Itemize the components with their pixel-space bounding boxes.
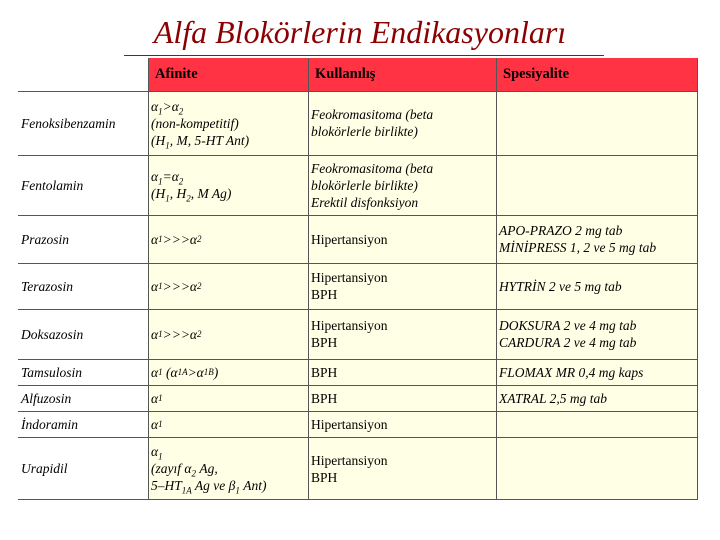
col-divider — [308, 58, 309, 500]
table-row-fentolamin-drug: Fentolamin — [21, 177, 84, 193]
title-rule — [124, 55, 604, 56]
use-line: BPH — [311, 469, 338, 485]
table-row-fenoksibenzamin-drug: Fenoksibenzamin — [21, 115, 116, 131]
affinity-note: ($H_1$, $H_2$, M Ag) — [151, 186, 232, 204]
table-row-indoramin-drug: İndoramin — [21, 416, 78, 432]
table-row-doksazosin-drug: Doksazosin — [21, 326, 84, 342]
affinity-note: (non-kompetitif) — [151, 115, 239, 131]
table-row-terazosin-kullanilis — [308, 263, 496, 309]
row-divider — [18, 359, 698, 360]
row-divider — [18, 155, 698, 156]
row-divider — [18, 385, 698, 386]
table-row-indoramin-afinite: α 1 — [151, 416, 163, 432]
use-line: BPH — [311, 335, 338, 350]
table-row-urapidil-drug: Urapidil — [21, 461, 68, 476]
col-divider — [496, 58, 497, 500]
table-row-doksazosin-kullanilis — [308, 309, 496, 359]
header-spesiyalite: Spesiyalite — [496, 58, 698, 91]
row-divider — [18, 411, 698, 412]
use-line: blokörlerle birlikte) — [311, 124, 418, 139]
spec-line: CARDURA 2 ve 4 mg tab — [499, 335, 637, 350]
row-divider — [18, 215, 698, 216]
header-kullanilis: Kullanılış — [308, 58, 496, 91]
use-line: blokörlerle birlikte) — [311, 177, 418, 193]
affinity-note-2: ($H_1$, M, 5-HT Ant) — [151, 132, 250, 151]
table-row-tamsulosin-spesiyalite: FLOMAX MR 0,4 mg kaps — [499, 364, 644, 380]
col-divider — [697, 58, 698, 500]
table-row-indoramin-kullanilis: Hipertansiyon — [311, 416, 388, 432]
table-row-urapidil-afinite — [148, 437, 308, 500]
table-row-prazosin-kullanilis: Hipertansiyon — [311, 231, 388, 247]
table-row-fentolamin-afinite — [148, 155, 308, 215]
use-line: Hipertansiyon — [311, 318, 388, 333]
table-row-tamsulosin-kullanilis: BPH — [311, 364, 338, 380]
table-row-fenoksibenzamin-afinite — [148, 91, 308, 155]
row-divider — [18, 91, 698, 92]
use-line: BPH — [311, 287, 338, 302]
table-row-terazosin-afinite: α 1 >>>α 2 — [151, 278, 202, 294]
indications-table — [18, 58, 698, 500]
spec-line: APO-PRAZO 2 mg tab — [499, 223, 623, 238]
col-divider — [148, 58, 149, 500]
table-row-prazosin-spesiyalite — [496, 215, 698, 263]
use-line: Hipertansiyon — [311, 270, 388, 285]
table-row-prazosin-afinite: α 1 >>>α 2 — [151, 231, 202, 247]
table-row-tamsulosin-drug: Tamsulosin — [21, 364, 83, 380]
use-line: Feokromasitoma (beta — [311, 160, 434, 176]
table-row-alfuzosin-afinite: α 1 — [151, 390, 163, 406]
use-line: Feokromasitoma (beta — [311, 107, 434, 122]
use-line: Erektil disfonksiyon — [311, 194, 419, 210]
affinity-value: $\alpha_1>\alpha_2$ — [151, 98, 184, 117]
header-afinite: Afinite — [148, 58, 308, 91]
affinity-value: $\alpha_1=\alpha_2$ — [151, 169, 184, 187]
table-row-urapidil-kullanilis — [308, 437, 496, 500]
table-row-alfuzosin-drug: Alfuzosin — [21, 390, 72, 406]
spec-line: DOKSURA 2 ve 4 mg tab — [499, 318, 637, 333]
affinity-note-2: $5-HT_{1A}$ Ag ve $\beta_1$ Ant) — [151, 478, 267, 496]
table-row-alfuzosin-spesiyalite: XATRAL 2,5 mg tab — [499, 390, 608, 406]
row-divider — [18, 263, 698, 264]
table-row-fenoksibenzamin-kullanilis — [308, 91, 496, 155]
row-divider — [18, 309, 698, 310]
table-row-alfuzosin-kullanilis: BPH — [311, 390, 338, 406]
table-row-tamsulosin-afinite: α 1 (α 1A >α 1B ) — [151, 364, 219, 380]
table-row-doksazosin-afinite: α 1 >>>α 2 — [151, 326, 202, 342]
spec-line: MİNİPRESS 1, 2 ve 5 mg tab — [499, 240, 657, 255]
row-divider — [18, 499, 698, 500]
affinity-value: $\alpha_1$ — [151, 444, 163, 462]
affinity-note: (zayıf $\alpha_2$ Ag, — [151, 461, 218, 479]
table-row-doksazosin-spesiyalite — [496, 309, 698, 359]
table-row-terazosin-drug: Terazosin — [21, 278, 74, 294]
table-row-terazosin-spesiyalite: HYTRİN 2 ve 5 mg tab — [499, 278, 622, 294]
use-line: Hipertansiyon — [311, 452, 388, 468]
table-row-fentolamin-kullanilis — [308, 155, 496, 215]
table-row-prazosin-drug: Prazosin — [21, 231, 70, 247]
page-title: Alfa Blokörlerin Endikasyonları — [153, 14, 567, 50]
row-divider — [18, 437, 698, 438]
